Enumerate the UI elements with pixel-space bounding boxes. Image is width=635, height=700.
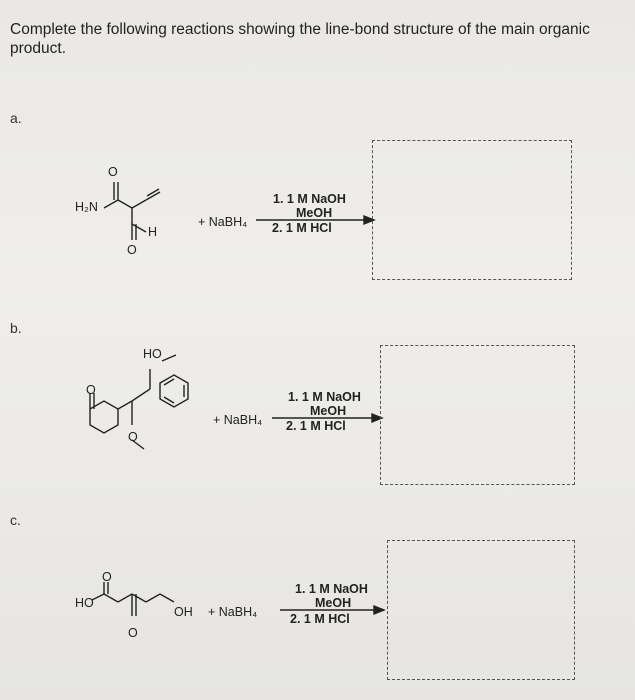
problem-a-step1: 1. 1 M NaOH [273,192,346,206]
problem-b-reagent: + NaBH₄ [213,413,263,427]
problem-c-bottom-oxygen: O [128,626,138,640]
problem-a-top-oxygen: O [108,165,118,179]
problem-b-ketone-oxygen: O [86,383,96,397]
problem-a-solvent: MeOH [296,206,333,220]
problem-c-label: c. [10,512,21,528]
problem-c-step1: 1. 1 M NaOH [295,582,368,596]
problem-a-aldehyde-h: H [148,225,158,239]
problem-a-label: a. [10,110,22,126]
problem-c-answer-box[interactable] [387,540,575,680]
problem-a-answer-box[interactable] [372,140,572,280]
problem-c-structure [78,570,188,630]
problem-b-solvent: MeOH [310,404,347,418]
problem-c-reagent: + NaBH₄ [208,605,258,619]
problem-b-step2: 2. 1 M HCl [286,419,346,433]
problem-b-label: b. [10,320,22,336]
problem-b-structure [70,345,210,475]
problem-c-solvent: MeOH [315,596,352,610]
problem-a-amine: H₂N [75,200,98,214]
problem-a-reagent: + NaBH₄ [198,215,248,229]
instructions-text: Complete the following reactions showing the line-bond structure of the main organic product. [10,21,590,57]
problem-b-ether-oxygen: O [128,430,138,444]
problem-c-left-hydroxyl: HO [75,596,94,610]
problem-a-bottom-oxygen: O [127,243,137,257]
problem-c-step2: 2. 1 M HCl [290,612,350,626]
problem-a-step2: 2. 1 M HCl [272,221,332,235]
problem-b-step1: 1. 1 M NaOH [288,390,361,404]
problem-b-answer-box[interactable] [380,345,575,485]
problem-b-hydroxyl: HO [143,347,162,361]
problem-c-top-oxygen: O [102,570,112,584]
problem-c-right-hydroxyl: OH [174,605,193,619]
